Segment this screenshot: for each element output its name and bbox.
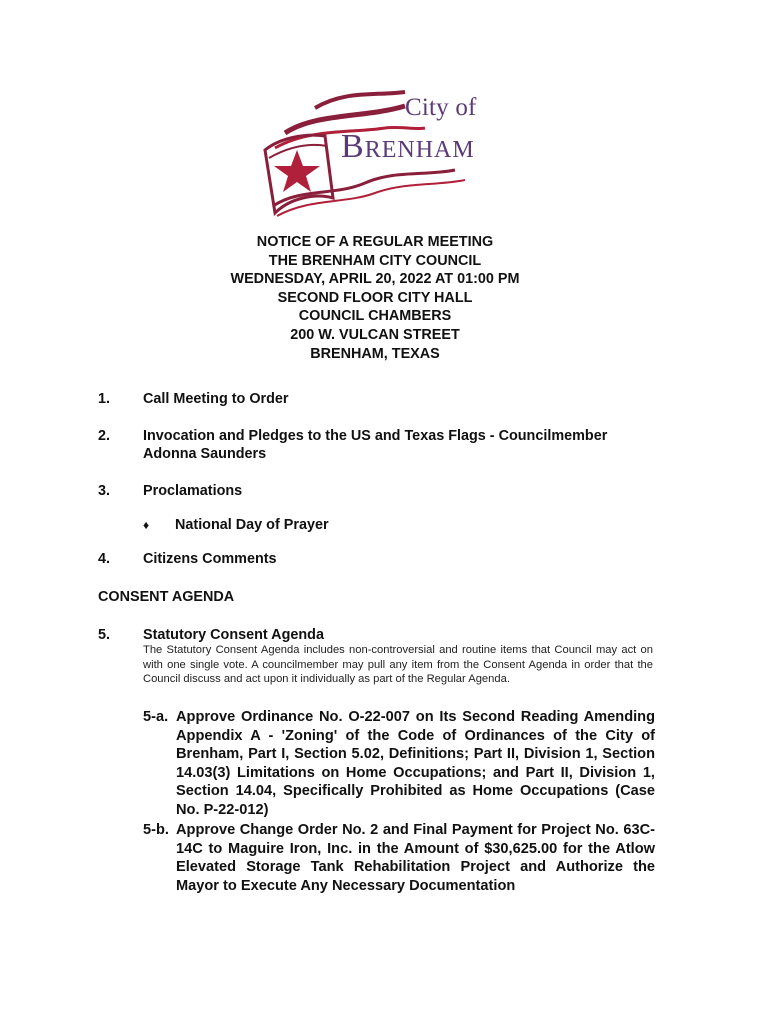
header-line: BRENHAM, TEXAS (310, 345, 440, 362)
subitem-text: Approve Change Order No. 2 and Final Payment for Project No. 63C-14C to Maguire Iron, Inc. in the Amount of $30,625.00 for the Atlow Elevated Storage Tank Rehabilitation Project and Authorize the Mayor to Execute Any Necessary Documentation (176, 822, 655, 894)
item-number: 2. (98, 428, 111, 444)
item-text: Proclamations (143, 483, 243, 499)
item-number: 1. (98, 391, 111, 407)
city-logo (255, 88, 495, 223)
diamond-bullet-icon: ♦ (143, 518, 150, 532)
item-text: Call Meeting to Order (143, 391, 289, 407)
header-line: WEDNESDAY, APRIL 20, 2022 AT 01:00 PM (230, 271, 520, 288)
meeting-header (150, 233, 600, 363)
subitem-code: 5-b. (143, 822, 169, 838)
header-line: COUNCIL CHAMBERS (298, 308, 452, 325)
subitem-code: 5-a. (143, 709, 169, 725)
item-number: 5. (98, 627, 111, 643)
header-line: THE BRENHAM CITY COUNCIL (268, 252, 482, 269)
header-line: NOTICE OF A REGULAR MEETING (256, 234, 494, 250)
item-text: Statutory Consent Agenda (143, 627, 324, 643)
subitem-text: Approve Ordinance No. O-22-007 on Its Second Reading Amending Appendix A - 'Zoning' of the Code of Ordinances of the City of Brenham, Part I, Section 5.02, Definitions; Part II, Division 1, Section 14.03(3) Limitations on Home Occupations; and Part II, Division 1, Section 14.04, Specifically Prohibited as Home Occupations (Case No. P-22-012) (176, 709, 655, 818)
header-line: SECOND FLOOR CITY HALL (277, 289, 473, 306)
item-number: 3. (98, 483, 111, 499)
item-number: 4. (98, 551, 111, 567)
logo-brenham (341, 128, 475, 166)
consent-description: The Statutory Consent Agenda includes non-controversial and routine items that Council may act on with one single vote. A councilmember may pull any item from the Consent Agenda in order that the Council discuss and act upon it individually as part of the Regular Agenda. (143, 644, 653, 686)
item-text: Invocation and Pledges to the US and Texas Flags - Councilmember Adonna Saunders (143, 428, 608, 463)
item-text: Citizens Comments (143, 551, 277, 567)
logo-brenham-rest: RENHAM (364, 137, 475, 163)
consent-agenda-title: CONSENT AGENDA (98, 589, 235, 605)
proclamation-text: National Day of Prayer (175, 517, 329, 533)
logo-city-of: City of (405, 94, 477, 121)
logo-brenham-initial: B (341, 128, 365, 165)
header-line: 200 W. VULCAN STREET (290, 326, 460, 343)
